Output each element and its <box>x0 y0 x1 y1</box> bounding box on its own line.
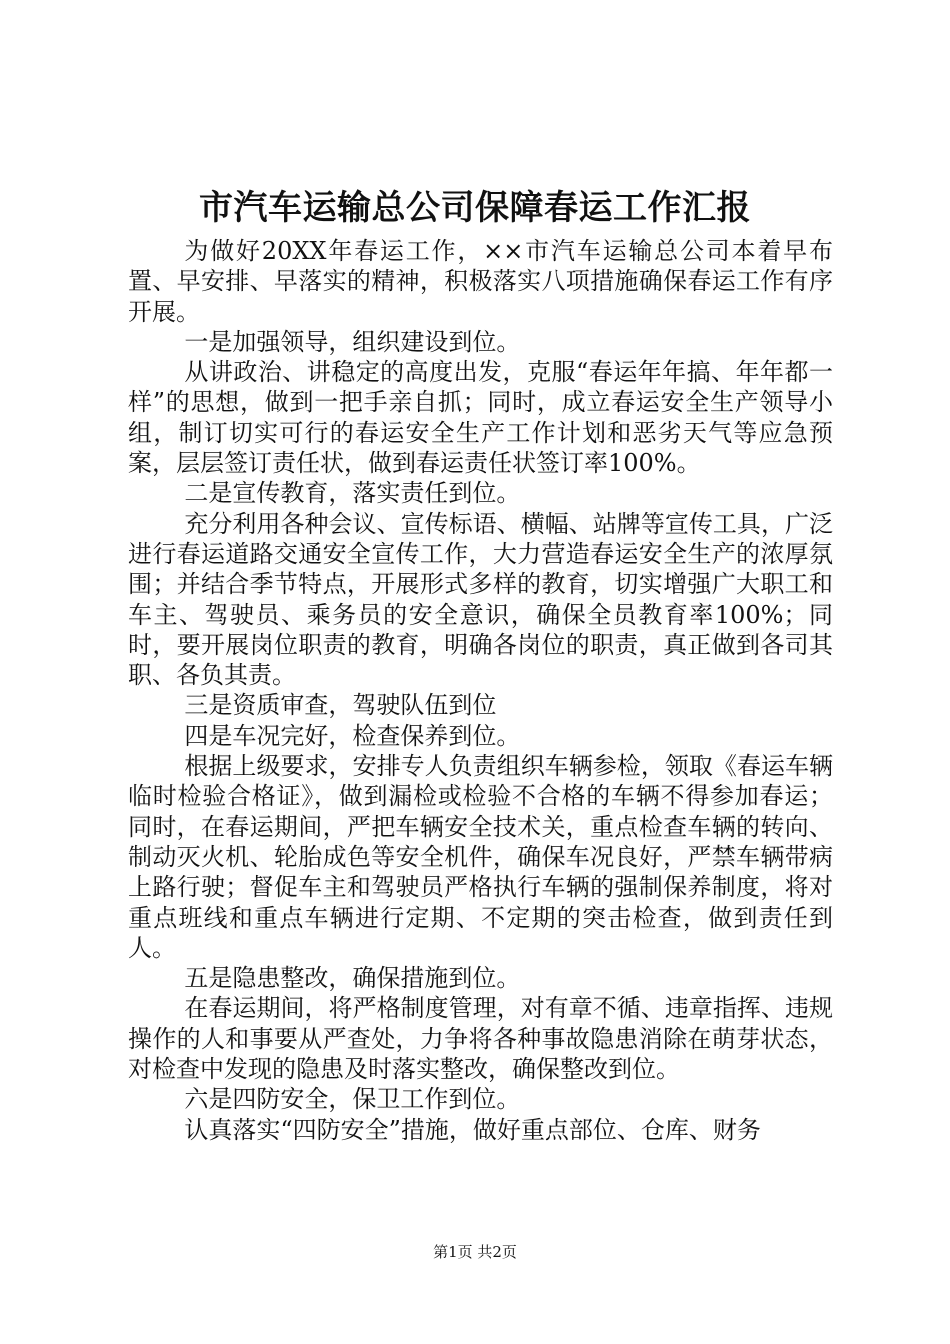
heading-measure-5: 五是隐患整改，确保措施到位。 <box>184 964 521 993</box>
paragraph-measure-2: 充分利用各种会议、宣传标语、横幅、站牌等宣传工具，广泛进行春运道路交通安全宣传工作，大力营造春运安全生产的浓厚氛围；并结合季节特点，开展形式多样的教育，切实增强广大职工和车主、驾驶员、乘务员的安全意识，确保全员教育率100%；同时，要开展岗位职责的教育，明确各岗位的职责，真正做到各司其职、各负其责。 <box>128 509 833 690</box>
paragraph-measure-5: 在春运期间，将严格制度管理，对有章不循、违章指挥、违规操作的人和事要从严查处，力争将各种事故隐患消除在萌芽状态，对检查中发现的隐患及时落实整改，确保整改到位。 <box>128 994 833 1084</box>
document-body <box>128 236 833 1145</box>
paragraph-measure-1: 从讲政治、讲稳定的高度出发，克服“春运年年搞、年年都一样”的思想，做到一把手亲自抓；同时，成立春运安全生产领导小组，制订切实可行的春运安全生产工作计划和恶劣天气等应急预案，层层签订责任状，做到春运责任状签订率100%。 <box>128 358 833 478</box>
paragraph-measure-4: 根据上级要求，安排专人负责组织车辆参检，领取《春运车辆临时检验合格证》，做到漏检或检验不合格的车辆不得参加春运；同时，在春运期间，严把车辆安全技术关，重点检查车辆的转向、制动灭火机、轮胎成色等安全机件，确保车况良好，严禁车辆带病上路行驶；督促车主和驾驶员严格执行车辆的强制保养制度，将对重点班线和重点车辆进行定期、不定期的突击检查，做到责任到人。 <box>128 752 833 962</box>
document-title: 市汽车运输总公司保障春运工作汇报 <box>199 188 751 228</box>
heading-measure-6: 六是四防安全，保卫工作到位。 <box>184 1085 521 1114</box>
page-number-footer: 第1页 共2页 <box>433 1243 517 1261</box>
heading-measure-2: 二是宣传教育，落实责任到位。 <box>184 479 521 508</box>
heading-measure-3: 三是资质审查，驾驶队伍到位 <box>184 691 497 720</box>
paragraph-measure-6: 认真落实“四防安全”措施，做好重点部位、仓库、财务 <box>184 1115 761 1144</box>
paragraph-intro: 为做好20XX年春运工作，××市汽车运输总公司本着早布置、早安排、早落实的精神，积极落实八项措施确保春运工作有序开展。 <box>128 237 833 326</box>
heading-measure-4: 四是车况完好，检查保养到位。 <box>184 721 521 750</box>
heading-measure-1: 一是加强领导，组织建设到位。 <box>184 327 521 356</box>
